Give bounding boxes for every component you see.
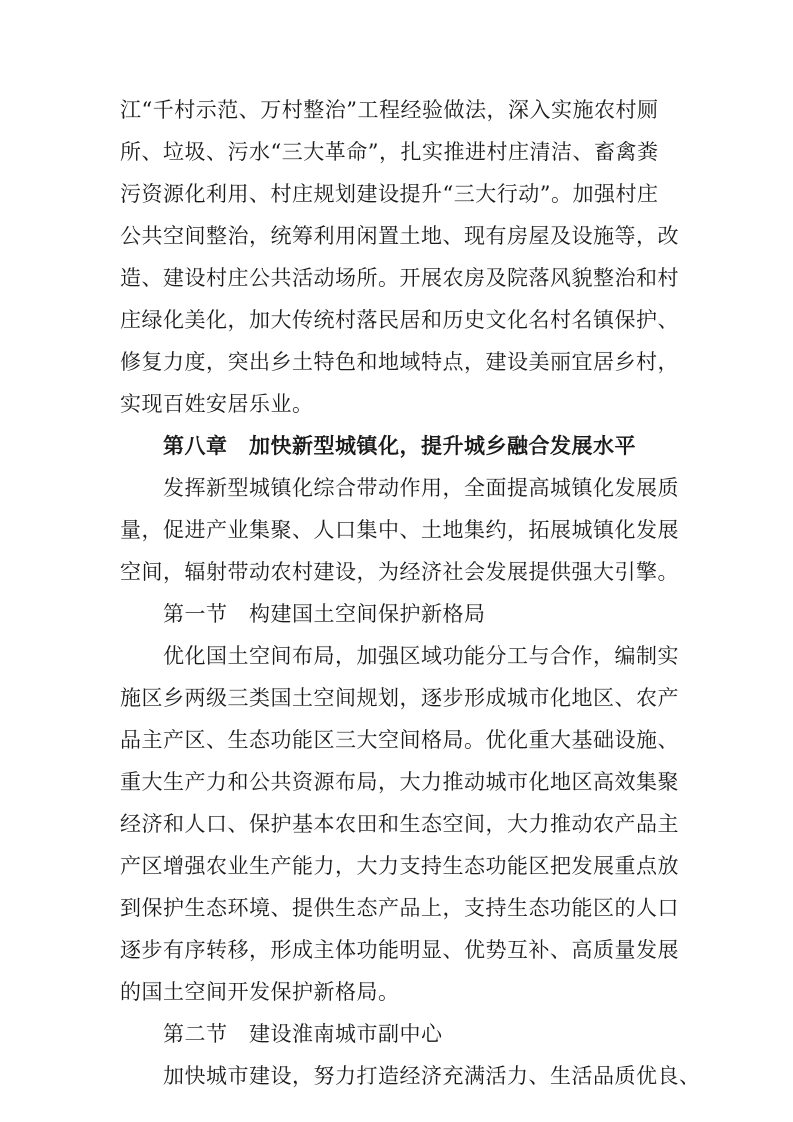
section-heading: 第一节 构建国土空间保护新格局 [163, 602, 486, 626]
body-text-line: 逐步有序转移，形成主体功能明显、优势互补、高质量发展 [120, 938, 679, 962]
body-text-line: 的国土空间开发保护新格局。 [120, 980, 400, 1004]
body-text-line: 优化国土空间布局，加强区域功能分工与合作，编制实 [163, 644, 679, 668]
body-text-line: 施区乡两级三类国土空间规划，逐步形成城市化地区、农产 [120, 686, 679, 710]
body-text-line: 实现百姓安居乐业。 [120, 392, 314, 416]
body-text-line: 修复力度，突出乡土特色和地域特点，建设美丽宜居乡村， [120, 350, 679, 374]
chapter-heading: 第八章 加快新型城镇化，提升城乡融合发展水平 [163, 434, 636, 458]
body-text-line: 所、垃圾、污水“三大革命”，扎实推进村庄清洁、畜禽粪 [120, 140, 659, 164]
body-text-line: 江“千村示范、万村整治”工程经验做法，深入实施农村厕 [120, 98, 659, 122]
body-text-line: 产区增强农业生产能力，大力支持生态功能区把发展重点放 [120, 854, 679, 878]
body-text-line: 加快城市建设，努力打造经济充满活力、生活品质优良、 [163, 1064, 701, 1088]
body-text-line: 造、建设村庄公共活动场所。开展农房及院落风貌整治和村 [120, 266, 679, 290]
body-text-line: 重大生产力和公共资源布局，大力推动城市化地区高效集聚 [120, 770, 679, 794]
body-text-line: 品主产区、生态功能区三大空间格局。优化重大基础设施、 [120, 728, 679, 752]
body-text-line: 污资源化利用、村庄规划建设提升“三大行动”。加强村庄 [120, 182, 659, 206]
body-text-line: 空间，辐射带动农村建设，为经济社会发展提供强大引擎。 [120, 560, 679, 584]
body-text-line: 经济和人口、保护基本农田和生态空间，大力推动农产品主 [120, 812, 679, 836]
body-text-line: 发挥新型城镇化综合带动作用，全面提高城镇化发展质 [163, 476, 679, 500]
body-text-line: 公共空间整治，统筹利用闲置土地、现有房屋及设施等，改 [120, 224, 679, 248]
body-text-line: 量，促进产业集聚、人口集中、土地集约，拓展城镇化发展 [120, 518, 679, 542]
body-text-line: 到保护生态环境、提供生态产品上，支持生态功能区的人口 [120, 896, 679, 920]
body-text-line: 庄绿化美化，加大传统村落民居和历史文化名村名镇保护、 [120, 308, 679, 332]
section-heading: 第二节 建设淮南城市副中心 [163, 1022, 443, 1046]
